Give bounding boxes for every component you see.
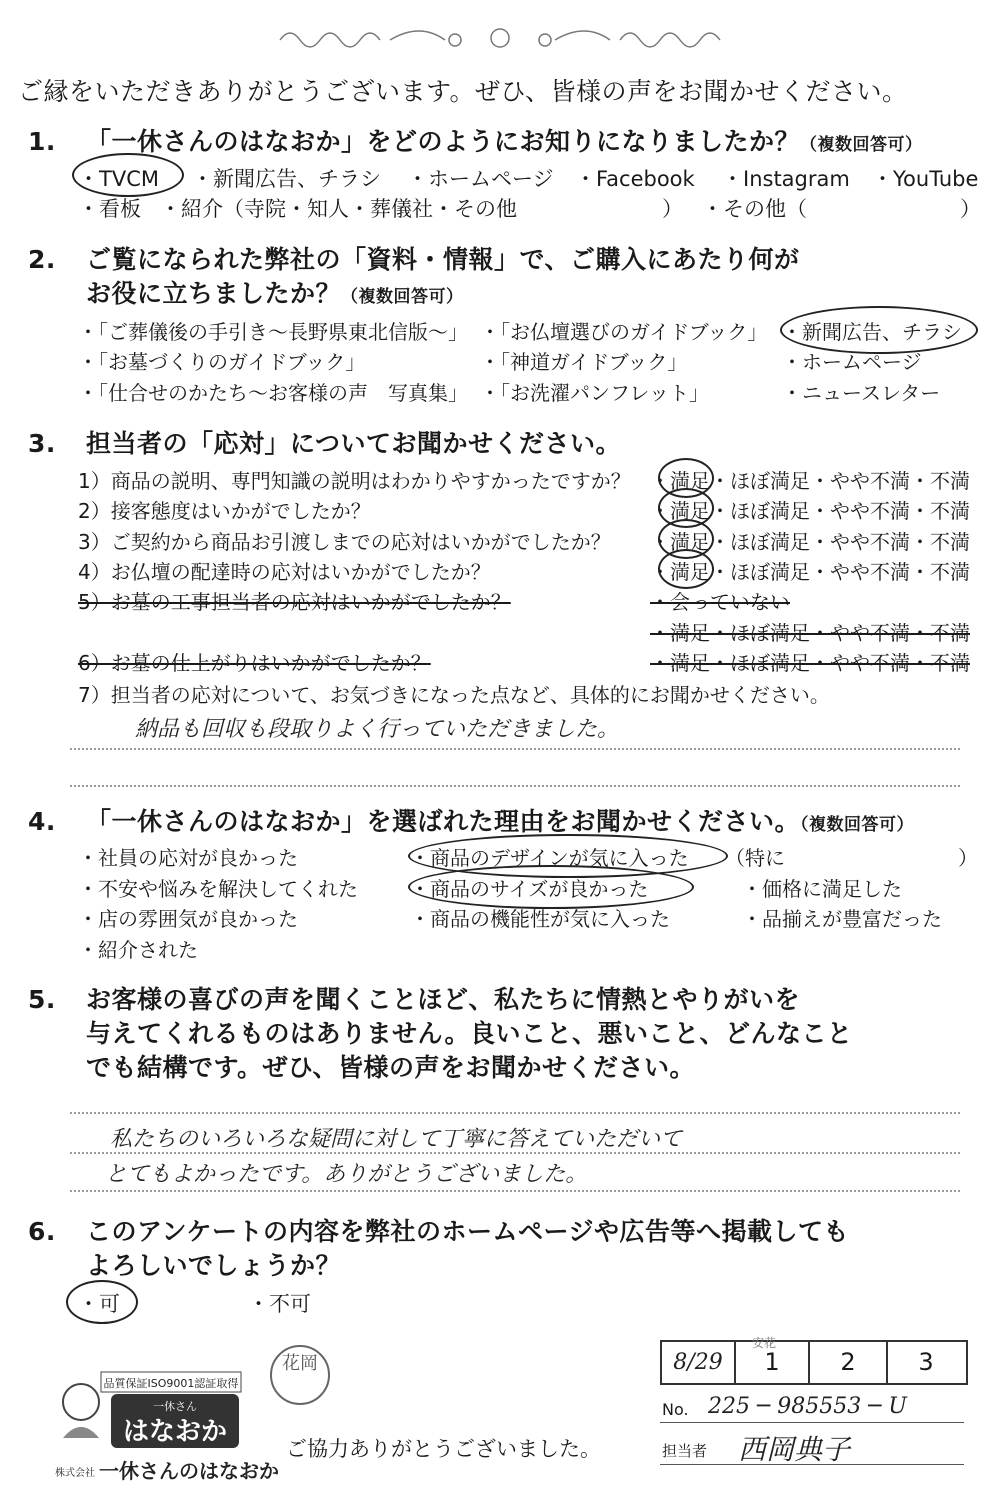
thanks-text: ご協力ありがとうございました。 <box>286 1437 601 1461</box>
logo-top-text: 品質保証ISO9001認証取得 <box>103 1377 239 1390</box>
q5-answer-line2[interactable]: とてもよかったです。ありがとうございました。 <box>105 1162 588 1187</box>
staff-name[interactable]: 西岡典子 <box>738 1433 851 1466</box>
q3-item-7: 7）担当者の応対について、お気づきになった点など、具体的にお聞かせください。 <box>78 683 830 707</box>
number-label: No. <box>662 1400 689 1419</box>
status-table <box>660 1336 968 1385</box>
q2-option-photo-book[interactable]: ・「仕合せのかたち～お客様の声 写真集」 <box>78 381 468 405</box>
status-cell-1[interactable] <box>736 1336 810 1383</box>
q4-option-price[interactable]: ・価格に満足した <box>742 877 902 901</box>
q1-referral-close: ） <box>662 197 683 221</box>
status-cell-3[interactable] <box>888 1342 964 1383</box>
company-prefix: 株式会社 <box>55 1468 95 1479</box>
q1-option-facebook[interactable]: ・Facebook <box>575 167 695 191</box>
q3-item-4: 4）お仏壇の配達時の応対はいかがでしたか？ <box>78 560 491 584</box>
company-name: 一休さんのはなおか <box>99 1459 279 1483</box>
status-value-2: 2 <box>840 1348 856 1376</box>
q1-option-referral[interactable]: ・紹介（寺院・知人・葬儀社・その他 <box>160 197 517 221</box>
q1-option-youtube[interactable]: ・YouTube <box>872 167 979 191</box>
answer-circle <box>780 306 978 354</box>
number-underline <box>660 1422 964 1423</box>
logo-small-text: 一休さん <box>153 1400 197 1413</box>
q3-item-3: 3）ご契約から商品お引渡しまでの応対はいかがでしたか？ <box>78 530 611 554</box>
answer-line <box>70 1152 960 1154</box>
q3-number: 3. <box>28 429 56 458</box>
answer-line <box>70 1190 960 1192</box>
q3-item-2: 2）接客態度はいかがでしたか？ <box>78 499 371 523</box>
answer-circle <box>66 1280 138 1324</box>
q1-option-tvcm[interactable]: ・TVCM <box>78 167 159 191</box>
logo-main-text: はなおか <box>122 1417 228 1447</box>
q1-number: 1. <box>28 127 56 156</box>
answer-line <box>70 748 960 750</box>
company-logo <box>53 1368 279 1486</box>
q6-number: 6. <box>28 1217 56 1246</box>
q2-option-newspaper[interactable]: ・新聞広告、チラシ <box>782 320 962 344</box>
date-value: 8/29 <box>673 1350 723 1375</box>
q4-option-staff[interactable]: ・社員の応対が良かった <box>78 846 298 870</box>
q4-option-introduced[interactable]: ・紹介された <box>78 938 198 962</box>
status-value-3: 3 <box>918 1348 934 1376</box>
q5-heading-line1 <box>28 980 800 1016</box>
q1-option-other[interactable]: ・その他（ <box>702 197 807 221</box>
intro-text: ご縁をいただきありがとうございます。ぜひ、皆様の声をお聞かせください。 <box>18 77 908 106</box>
q1-text: 「一休さんのはなおか」をどのようにお知りになりましたか？ <box>86 127 801 156</box>
q2-heading-line1 <box>28 240 800 276</box>
q4-option-selection[interactable]: ・品揃えが豊富だった <box>742 907 942 931</box>
q3-not-met-5[interactable]: ・会っていない <box>650 590 790 614</box>
staff-label: 担当者 <box>662 1442 708 1460</box>
q4-special-close: ） <box>958 846 978 870</box>
q3-item-5: 5）お墓の工事担当者の応対はいかがでしたか？ <box>78 590 511 614</box>
q6-option-yes[interactable]: ・可 <box>78 1292 120 1316</box>
decorative-ornament <box>270 20 730 60</box>
status-value-1: 1 <box>764 1348 780 1376</box>
q4-option-function[interactable]: ・商品の機能性が気に入った <box>410 907 670 931</box>
q2-text-line2: お役に立ちましたか？ <box>86 279 342 308</box>
q2-option-laundry-pamphlet[interactable]: ・「お洗濯パンフレット」 <box>480 381 709 405</box>
q1-other-close: ） <box>960 197 981 221</box>
q4-text: 「一休さんのはなおか」を選ばれた理由をお聞かせください。 <box>86 807 801 836</box>
stamp-text: 安花 <box>752 1336 777 1350</box>
q6-text-line2: よろしいでしょうか？ <box>86 1251 342 1280</box>
q5-answer-line1[interactable]: 私たちのいろいろな疑問に対して丁寧に答えていただいて <box>110 1127 683 1152</box>
q2-option-homepage[interactable]: ・ホームページ <box>782 350 922 374</box>
q2-option-funeral-guide[interactable]: ・「ご葬儀後の手引き～長野県東北信版～」 <box>78 320 468 344</box>
q1-option-instagram[interactable]: ・Instagram <box>722 167 850 191</box>
q3-scale-1[interactable]: ・満足・ほぼ満足・やや不満・不満 <box>650 469 970 493</box>
q1-heading <box>28 122 923 158</box>
q3-scale-4[interactable]: ・満足・ほぼ満足・やや不満・不満 <box>650 560 970 584</box>
q1-note: （複数回答可） <box>800 135 923 155</box>
q5-text-line1: お客様の喜びの声を聞くことほど、私たちに情熱とやりがいを <box>86 985 801 1014</box>
q3-answer-7[interactable]: 納品も回収も段取りよく行っていただきました。 <box>135 717 620 742</box>
q6-option-no[interactable]: ・不可 <box>248 1292 311 1316</box>
answer-line <box>70 1112 960 1114</box>
q6-text-line1: このアンケートの内容を弊社のホームページや広告等へ掲載しても <box>86 1217 850 1246</box>
staff-underline <box>660 1464 964 1465</box>
q2-option-altar-guide[interactable]: ・「お仏壇選びのガイドブック」 <box>480 320 768 344</box>
q5-text-line3: でも結構です。ぜひ、皆様の声をお聞かせください。 <box>86 1053 696 1082</box>
q2-text-line1: ご覧になられた弊社の「資料・情報」で、ご購入にあたり何が <box>86 245 800 274</box>
q1-option-newspaper[interactable]: ・新聞広告、チラシ <box>192 167 381 191</box>
q5-number: 5. <box>28 985 56 1014</box>
status-cell-2[interactable] <box>810 1342 888 1383</box>
q2-heading-line2 <box>86 274 464 310</box>
q6-heading-line1 <box>28 1212 849 1248</box>
q3-scale-2[interactable]: ・満足・ほぼ満足・やや不満・不満 <box>650 499 970 523</box>
q4-option-solved[interactable]: ・不安や悩みを解決してくれた <box>78 877 358 901</box>
q3-item-1: 1）商品の説明、専門知識の説明はわかりやすかったですか？ <box>78 469 631 493</box>
q2-option-grave-guide[interactable]: ・「お墓づくりのガイドブック」 <box>78 350 366 374</box>
q3-scale-6[interactable]: ・満足・ほぼ満足・やや不満・不満 <box>650 651 970 675</box>
q3-item-6: 6）お墓の仕上がりはいかがでしたか？ <box>78 651 431 675</box>
q2-option-newsletter[interactable]: ・ニュースレター <box>782 381 941 405</box>
answer-line <box>70 785 960 787</box>
q1-option-signboard[interactable]: ・看板 <box>78 197 141 221</box>
q3-scale-5[interactable]: ・満足・ほぼ満足・やや不満・不満 <box>650 621 970 645</box>
q4-option-atmosphere[interactable]: ・店の雰囲気が良かった <box>78 907 298 931</box>
q2-number: 2. <box>28 245 56 274</box>
answer-circle <box>408 865 694 909</box>
q4-heading <box>28 802 914 838</box>
q5-text-line2: 与えてくれるものはありません。良いこと、悪いこと、どんなこと <box>86 1019 853 1048</box>
date-cell <box>662 1342 736 1383</box>
answer-circle <box>72 153 184 197</box>
seal-stamp: 花岡 <box>270 1345 330 1405</box>
q1-option-homepage[interactable]: ・ホームページ <box>407 167 554 191</box>
q3-scale-3[interactable]: ・満足・ほぼ満足・やや不満・不満 <box>650 530 970 554</box>
q4-note: （複数回答可） <box>800 815 915 835</box>
q3-heading <box>28 424 621 460</box>
answer-circle <box>658 549 714 589</box>
q3-text: 担当者の「応対」についてお聞かせください。 <box>86 429 622 458</box>
q4-special-open: （特に <box>725 846 785 870</box>
q4-option-size[interactable]: ・商品のサイズが良かった <box>410 877 649 901</box>
number-value[interactable]: 225 ─ 985553 ─ U <box>708 1394 907 1419</box>
q2-option-shinto-guide[interactable]: ・「神道ガイドブック」 <box>480 350 688 374</box>
q4-option-design[interactable]: ・商品のデザインが気に入った <box>410 846 689 870</box>
q4-number: 4. <box>28 807 56 836</box>
q2-note: （複数回答可） <box>341 287 464 307</box>
